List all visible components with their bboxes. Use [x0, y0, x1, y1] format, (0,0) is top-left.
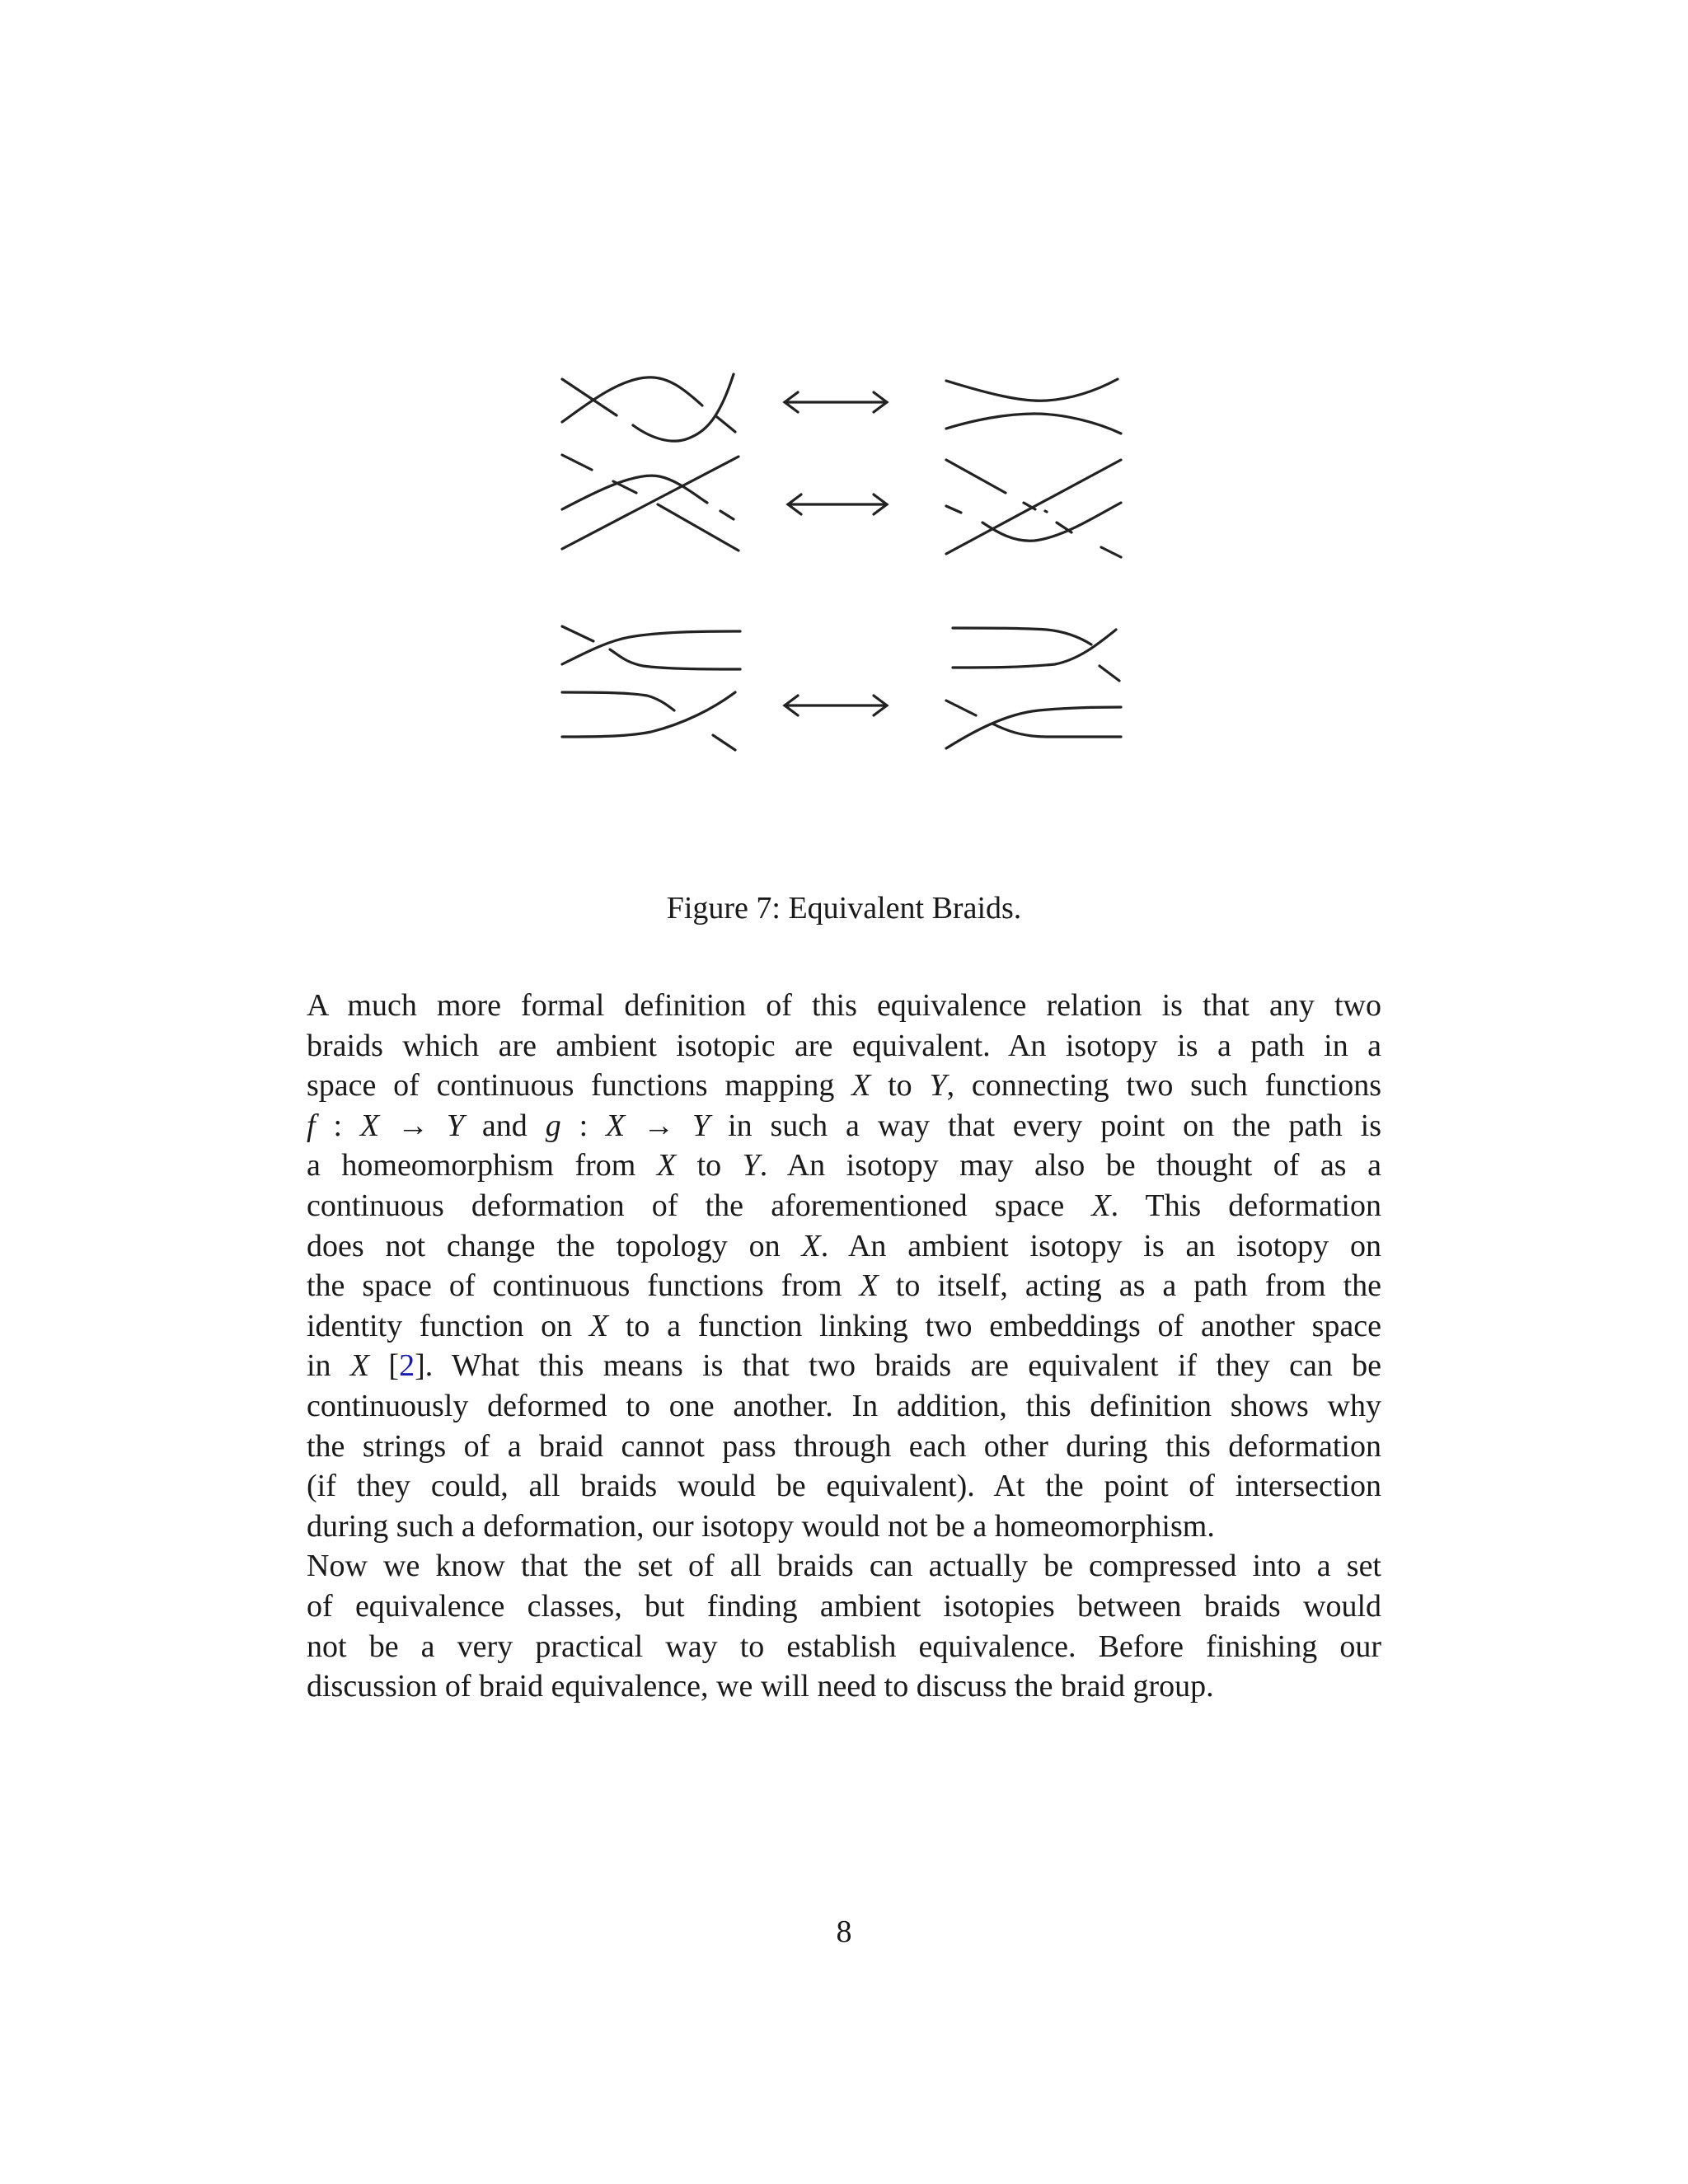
text-line: continuous deformation of the aforementioned space X. This deformation	[307, 1188, 1381, 1223]
math-symbol: Y	[446, 1108, 465, 1143]
strand	[562, 626, 740, 669]
strand	[953, 628, 1091, 644]
text-line: discussion of braid equivalence, we will need to discuss the braid group.	[307, 1669, 1214, 1704]
row-3-right-braid	[946, 628, 1121, 748]
math-symbol: X	[801, 1228, 821, 1263]
strand	[946, 379, 1118, 401]
strand	[1057, 523, 1121, 557]
strand	[953, 630, 1116, 668]
strand	[1100, 666, 1119, 681]
body-text	[307, 986, 1381, 1707]
braid-diagrams	[528, 346, 1154, 857]
math-symbol: X	[606, 1108, 626, 1143]
text-line: does not change the topology on X. An ambient isotopy is an isotopy on	[307, 1228, 1381, 1263]
text-line: A much more formal definition of this equivalence relation is that any two	[307, 988, 1381, 1023]
strand	[562, 631, 740, 664]
strand	[946, 701, 1121, 737]
math-symbol: X	[859, 1268, 879, 1304]
math-symbol: Y	[742, 1148, 760, 1183]
citation-link[interactable]: 2	[399, 1348, 415, 1384]
text-line: a homeomorphism from X to Y. An isotopy may also be thought of as a	[307, 1148, 1381, 1183]
math-symbol: X	[349, 1348, 370, 1384]
text-line: of equivalence classes, but finding ambient isotopies between braids would	[307, 1588, 1381, 1624]
math-symbol: X	[588, 1308, 609, 1343]
text-line: braids which are ambient isotopic are equivalent. An isotopy is a path in a	[307, 1028, 1381, 1063]
strand	[946, 414, 1121, 434]
row-2-arrow	[788, 494, 887, 514]
braid-equivalence-figure	[528, 346, 1154, 857]
page-number: 8	[836, 1915, 852, 1949]
figure-caption: Figure 7: Equivalent Braids.	[666, 891, 1022, 926]
row-1-arrow	[785, 392, 887, 412]
row-1-left-braid	[562, 374, 735, 441]
strand-gap	[1045, 511, 1047, 512]
row-3-left-braid	[562, 626, 740, 750]
strand	[713, 735, 735, 750]
text-line: (if they could, all braids would be equivalent). At the point of intersection	[307, 1469, 1381, 1504]
row-2-left-braid	[562, 455, 738, 551]
row-1-right-braid	[946, 379, 1121, 434]
math-symbol: X	[656, 1148, 677, 1183]
strand	[562, 692, 735, 737]
text-line: the space of continuous functions from X to itself, acting as a path from the	[307, 1268, 1381, 1304]
paragraph-2	[307, 1546, 1381, 1706]
text-line: Now we know that the set of all braids can actually be compressed into a set	[307, 1549, 1381, 1584]
strand	[562, 692, 674, 710]
math-symbol: g	[545, 1108, 561, 1143]
paragraph-1	[307, 986, 1381, 1546]
math-symbol: X	[851, 1068, 871, 1104]
row-3-arrow	[785, 696, 887, 715]
strand	[946, 460, 1035, 509]
math-symbol: f	[307, 1108, 316, 1143]
row-2-right-braid	[946, 460, 1121, 557]
text-line: not be a very practical way to establish equivalence. Before finishing our	[307, 1629, 1381, 1664]
text-line: continuously deformed to one another. In addition, this definition shows why	[307, 1388, 1381, 1423]
text-line: identity function on X to a function linking two embeddings of another space	[307, 1308, 1381, 1343]
math-symbol: Y	[692, 1108, 710, 1143]
text-line: the strings of a braid cannot pass through each other during this deformation	[307, 1428, 1381, 1464]
strand	[562, 374, 734, 441]
text-line-with-citation: in X [2]. What this means is that two braids are equivalent if they can be	[307, 1348, 1382, 1384]
text-line: space of continuous functions mapping X to Y, connecting two such functions	[307, 1068, 1381, 1104]
text-line: during such a deformation, our isotopy would not be a homeomorphism.	[307, 1508, 1215, 1544]
text-line: f : X → Y and g : X → Y in such a way that every point on the path is	[307, 1108, 1382, 1143]
strand	[562, 476, 734, 519]
math-symbol: X	[1091, 1188, 1111, 1223]
math-symbol: Y	[929, 1068, 947, 1104]
math-symbol: X	[359, 1108, 380, 1143]
